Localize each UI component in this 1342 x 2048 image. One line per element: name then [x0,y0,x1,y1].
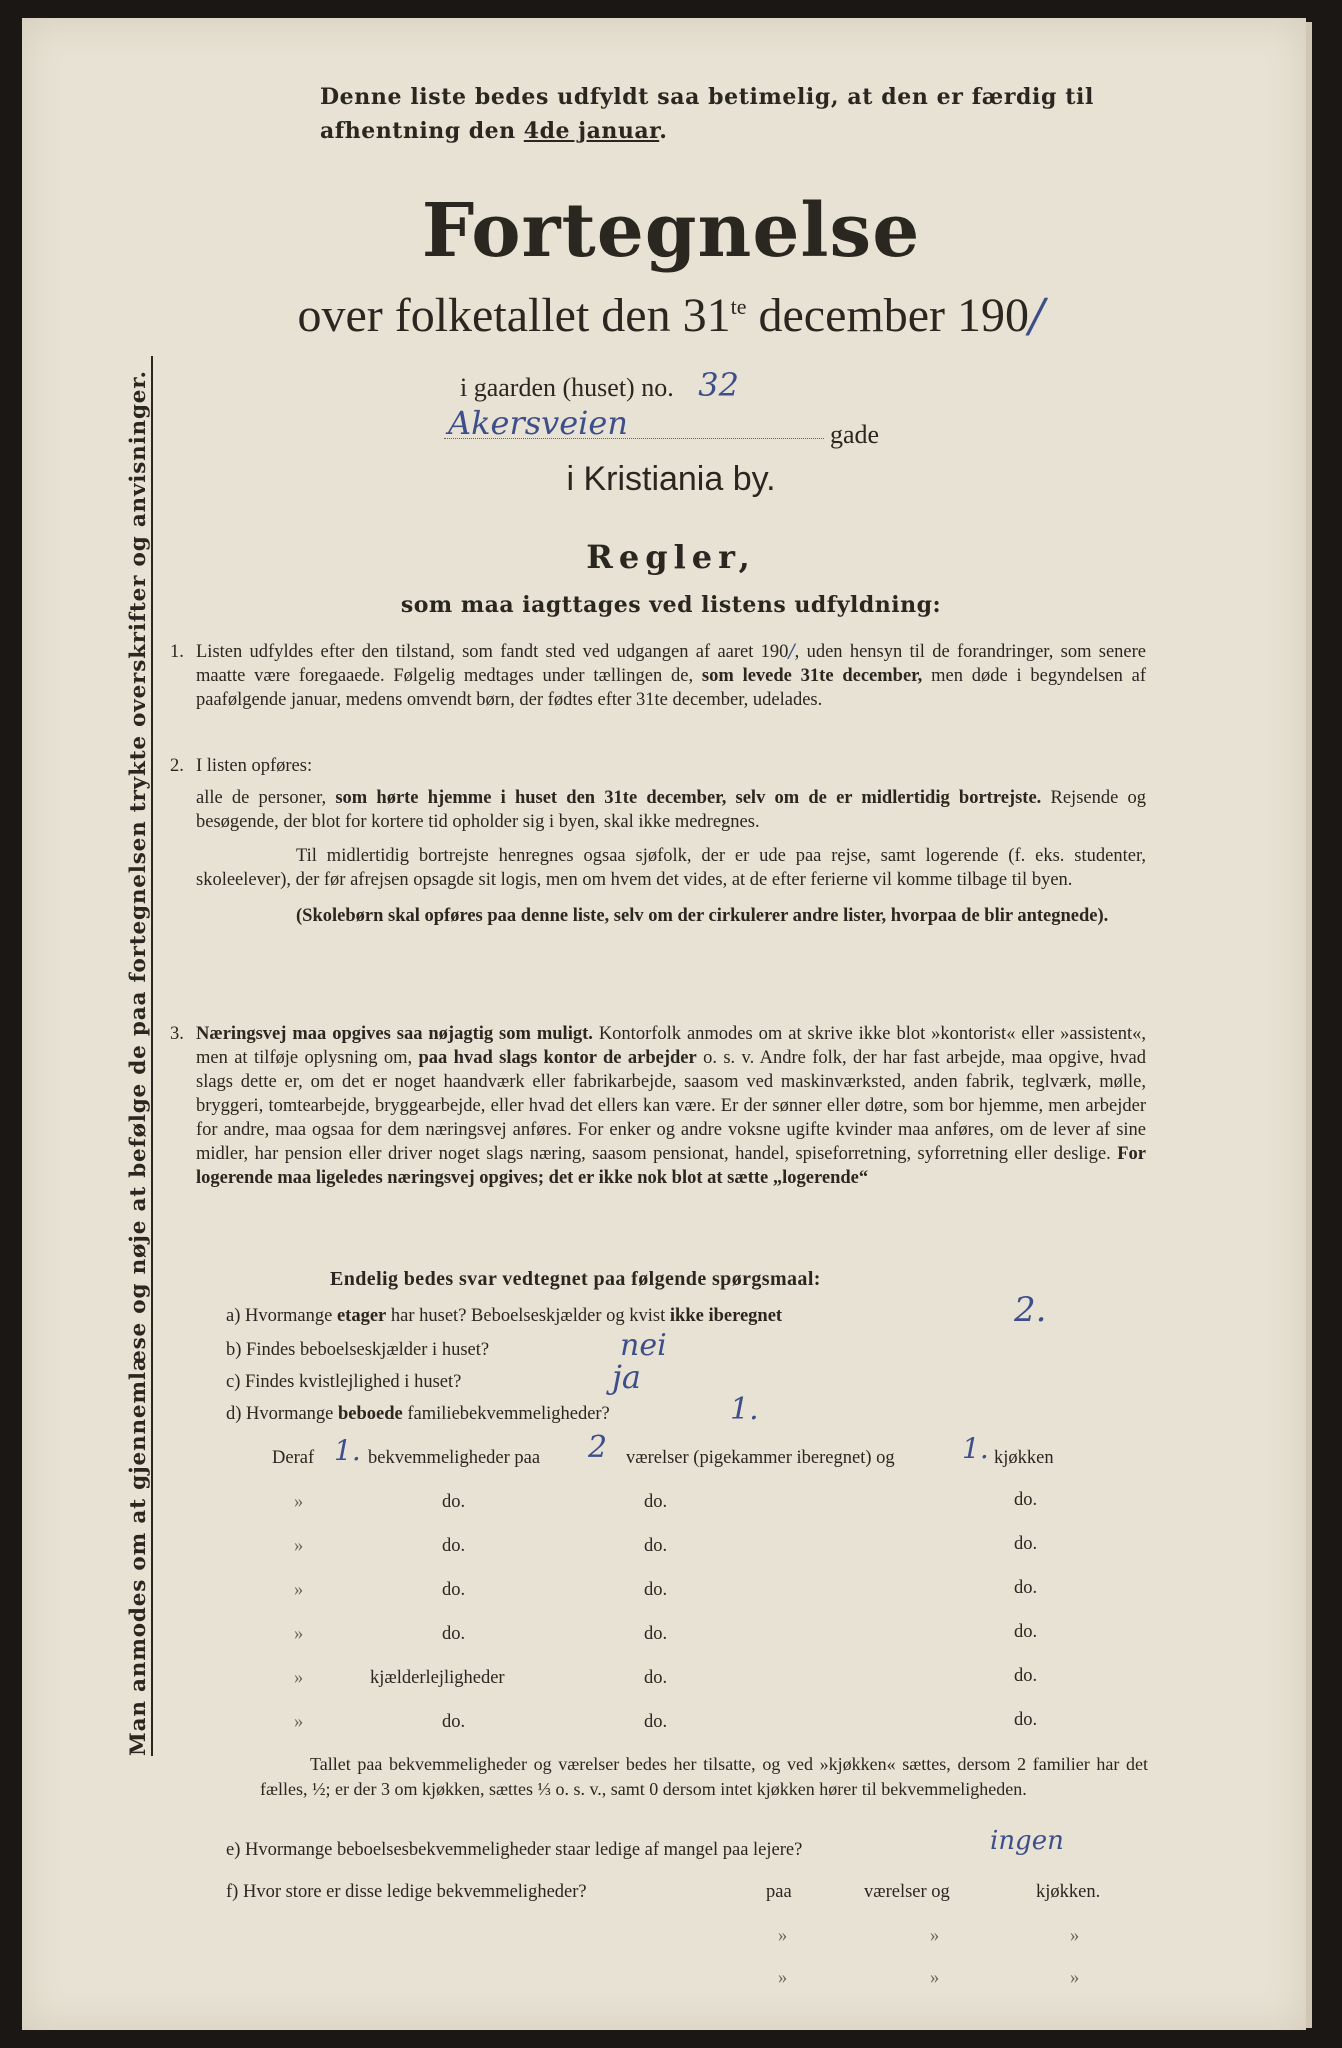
question-b [226,1340,489,1361]
deraf-bekv-label: bekvemmeligheder paa [368,1448,541,1468]
rule-2-number: 2. [170,756,184,776]
row-2-kj-do: do. [1014,1534,1038,1554]
question-a-pre: Hvormange [245,1306,333,1326]
notice-line-2-pre: afhentning den [320,118,524,144]
notice-line-2 [320,114,1150,148]
delivery-notice [320,80,1150,148]
question-a-label: a) [226,1306,241,1326]
row-5-kj-do: do. [1014,1666,1038,1686]
rules-heading: Regler, [586,538,756,576]
subtitle-pre: over folketallet den 31 [297,289,731,342]
row-3-kj-do: do. [1014,1578,1038,1598]
rule-2-intro: I listen opføres: [196,756,313,776]
deraf-label: Deraf [272,1448,315,1468]
rule-2-paragraph-3: (Skolebørn skal opføres paa denne liste, selv om der cirkulerer andre lister, hvorpaa de blir antegnede). [296,906,1109,926]
deraf-kitchens: 1. [962,1432,989,1465]
rule-3-bold-1: Næringsvej maa opgives saa nøjagtig som muligt. [196,1024,593,1044]
question-d [226,1404,610,1425]
question-e [226,1840,802,1861]
rule-1-bold: som levede 31te december, [701,666,923,686]
question-f-vaerelser: værelser og [864,1882,950,1902]
rule-1-text-a: Listen udfyldes efter den tilstand, som fandt sted ved udgangen af aaret 190 [196,642,789,662]
question-a-mid: har huset? Beboelseskjælder og kvist [390,1306,666,1326]
row-3-vaer-do: do. [644,1580,668,1600]
row-2-quote: » [294,1536,304,1556]
question-c-label: c) [226,1372,241,1392]
rule-1-year: / [788,641,795,662]
question-e-label: e) [226,1840,241,1860]
street-name: Akersveien [448,404,628,442]
row-4-bekv-do: do. [442,1624,466,1644]
question-e-text: Hvormange beboelsesbekvemmeligheder staar ledige af mangel paa lejere? [245,1840,803,1860]
question-f-label: f) [226,1882,239,1902]
row-6-bekv-do: do. [442,1712,466,1732]
rule-2-paragraph-2: Til midlertidig bortrejste henregnes ogsaa sjøfolk, der er ude paa rejse, samt logerende (f. eks. studenter, skoleelever), der før afrejsen opsagde sit logis, men om hvem det vides, at de efter ferierne vil komme tilbage til byen. [196,846,1146,890]
rule-3-bold-2: paa hvad slags kontor de arbejder [418,1048,697,1068]
row-5-vaer-do: do. [644,1668,668,1688]
row-6-kj-do: do. [1014,1710,1038,1730]
row-4-kj-do: do. [1014,1622,1038,1642]
row-3-bekv-do: do. [442,1580,466,1600]
row-1-quote: » [294,1492,304,1512]
question-b-label: b) [226,1340,242,1360]
row-f2-quote-3: » [1070,1926,1080,1946]
row-1-bekv-do: do. [442,1492,466,1512]
row-f3-quote-2: » [930,1968,940,1988]
question-d-bold: beboede [338,1404,403,1424]
deraf-count: 1. [334,1434,361,1467]
question-a-bold-1: etager [336,1306,387,1326]
deraf-rooms: 2 [588,1430,608,1465]
page-subtitle [0,288,1342,343]
rule-1 [170,640,1147,712]
answer-b: nei [620,1328,667,1363]
question-f-kjokken: kjøkken. [1036,1882,1101,1902]
subtitle-sup: te [730,294,747,319]
question-b-text: Findes beboelseskjælder i huset? [246,1340,490,1360]
rule-2 [170,754,1147,928]
row-6-quote: » [294,1712,304,1732]
answer-a: 2. [1014,1290,1047,1330]
subtitle-post: december 190 [746,289,1030,342]
notice-date: 4de januar [523,118,660,144]
rule-3-text-b: o. s. v. Andre folk, der har fast arbejde, maa opgive, hvad slags dette er, om det er noget haandværk eller fabrikarbejde, saasom ved maskinværksted, anden fabrik, teglværk, mølle, bryggeri, tomtearbejde, bryggearbejde, eller hvad det ellers kan være. Er der sønner eller døtre, som bor hjemme, men arbejder for andre, maa ogsaa for dem næringsvej anføres. For enker og andre voksne ugifte kvinder maa anføres, om de lever af sine midler, har pension eller driver noget slags næring, saasom pensionat, handel, spiseforretning, syforretning eller deslige. [196,1048,1146,1164]
row-3-quote: » [294,1580,304,1600]
question-f-paa: paa [766,1882,792,1902]
rule-2-text-a: alle de personer, [196,788,327,808]
sidebar-instruction: Man anmodes om at gjennemlæse og nøje at befølge de paa fortegnelsen trykte overskrifter og anvisninger. [126,356,153,1756]
deraf-kjokken-label: kjøkken [994,1448,1054,1468]
question-d-post: familiebekvemmeligheder? [407,1404,610,1424]
rule-2-paragraph-1 [196,786,1146,834]
question-a-bold-2: ikke iberegnet [669,1306,783,1326]
deraf-vaerelser-label: værelser (pigekammer iberegnet) og [626,1448,895,1468]
question-d-label: d) [226,1404,242,1424]
notice-line-1: Denne liste bedes udfyldt saa betimelig, at den er færdig til [320,84,1094,110]
answer-e: ingen [990,1826,1064,1856]
rule-3-text-a: Kontorfolk anmodes om at skrive ikke blot »kontorist« eller »assistent«, men at tilføje oplysning om, [196,1024,1146,1068]
row-f3-quote-1: » [778,1968,788,1988]
row-f2-quote-2: » [930,1926,940,1946]
rule-2-bold: som hørte hjemme i huset den 31te december, selv om de er midlertidig bortrejste. [335,788,1042,808]
question-f [226,1882,587,1903]
rule-1-text-b: , uden hensyn til de forandringer, som senere maatte være foregaaede. Følgelig medtages under tællingen de, [196,642,1146,686]
question-c-text: Findes kvistlejlighed i huset? [245,1372,462,1392]
rule-3-bold-3: For logerende maa ligeledes næringsvej opgives; det er ikke nok blot at sætte „logerende“ [196,1144,1146,1188]
tallet-note: Tallet paa bekvemmeligheder og værelser bedes her tilsatte, og ved »kjøkken« sættes, dersom 2 familier har det fælles, ½; er der 3 om kjøkken, sættes ⅓ o. s. v., samt 0 dersom intet kjøkken hører til bekvemmeligheden. [260,1754,1148,1799]
row-1-kj-do: do. [1014,1490,1038,1510]
rule-3-number: 3. [170,1024,184,1044]
row-5-kjaelder-label: kjælderlejligheder [370,1668,505,1688]
notice-line-2-post: . [659,118,668,144]
row-2-bekv-do: do. [442,1536,466,1556]
gade-label: gade [830,420,880,449]
rule-2-text-b: Rejsende og besøgende, der blot for kortere tid opholder sig i byen, skal ikke medregnes. [196,788,1147,832]
row-f3-quote-3: » [1070,1968,1080,1988]
row-1-vaer-do: do. [644,1492,668,1512]
row-6-vaer-do: do. [644,1712,668,1732]
questions-heading: Endelig bedes svar vedtegnet paa følgende spørgsmaal: [330,1268,821,1290]
page-title: Fortegnelse [421,188,921,274]
question-f-text: Hvor store er disse ledige bekvemmeligheder? [242,1882,587,1902]
row-f2-quote-1: » [778,1926,788,1946]
question-c [226,1372,461,1393]
row-4-vaer-do: do. [644,1624,668,1644]
subtitle-year-digit: / [1029,288,1045,342]
rule-3 [170,1022,1146,1190]
gaarden-line [460,366,739,404]
house-number: 32 [698,366,739,404]
rules-subheading: som maa iagttages ved listens udfyldning: [400,592,942,618]
city-line: i Kristiania by. [566,460,776,498]
row-5-quote: » [294,1668,304,1688]
row-2-vaer-do: do. [644,1536,668,1556]
rule-1-number: 1. [170,642,184,662]
question-d-pre: Hvormange [246,1404,334,1424]
answer-d: 1. [730,1392,759,1427]
rule-1-text-c: men døde i begyndelsen af paafølgende januar, medens omvendt børn, der fødtes efter 31te december, udelades. [196,666,1147,710]
answer-c: ja [612,1358,641,1396]
gaarden-label: i gaarden (huset) no. [460,373,674,402]
row-4-quote: » [294,1624,304,1644]
question-a [226,1306,782,1327]
